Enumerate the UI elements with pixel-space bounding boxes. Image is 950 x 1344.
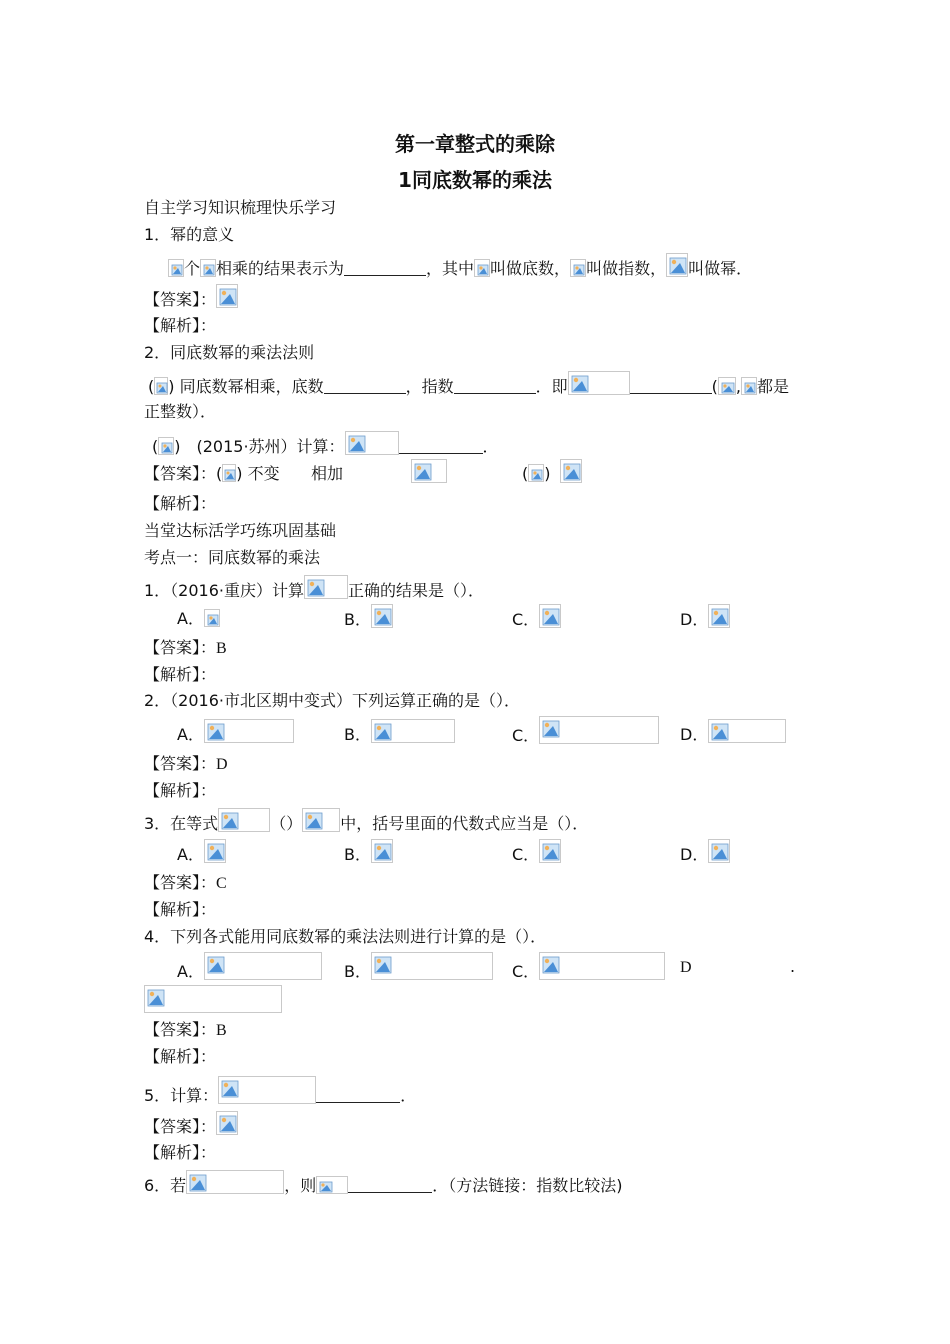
formula-image xyxy=(539,839,561,863)
option-label: B． xyxy=(344,725,371,744)
text: 叫做幂． xyxy=(688,259,753,278)
text: ． xyxy=(400,1086,417,1105)
option-a[interactable] xyxy=(177,719,294,746)
formula-image xyxy=(168,259,184,277)
formula-image xyxy=(718,377,736,395)
formula-image xyxy=(708,719,786,743)
option-label: A． xyxy=(177,845,204,864)
answer-label: 【答案】： xyxy=(144,1117,217,1136)
answer-value: B xyxy=(216,640,227,657)
formula-image xyxy=(204,609,220,627)
text: 【答案】：( xyxy=(144,464,223,483)
text: 叫做指数， xyxy=(586,259,667,278)
formula-image xyxy=(218,1076,316,1104)
section-heading-practice: 当堂达标活学巧练巩固基础 xyxy=(144,521,337,540)
text: ( xyxy=(711,377,718,396)
chapter-title: 第一章整式的乘除 xyxy=(395,132,555,156)
text: ．即 xyxy=(535,377,568,396)
formula-image xyxy=(666,253,688,277)
text: 3．在等式 xyxy=(144,814,219,833)
text: 个 xyxy=(184,259,201,278)
option-label: C． xyxy=(512,726,540,745)
option-c[interactable] xyxy=(512,839,561,866)
answer-fragment xyxy=(411,459,447,486)
analysis-line: 【解析】： xyxy=(144,665,217,684)
text: 6．若 xyxy=(144,1176,187,1195)
answer-line xyxy=(144,872,227,895)
answer-line xyxy=(144,637,227,660)
lesson-title: 1同底数幂的乘法 xyxy=(398,168,552,192)
formula-image xyxy=(154,377,168,395)
option-c[interactable] xyxy=(512,604,561,631)
answer-blank[interactable] xyxy=(630,377,712,394)
answer-line xyxy=(144,1019,227,1042)
text: 都是 xyxy=(756,377,789,396)
section-heading-self-study: 自主学习知识梳理快乐学习 xyxy=(144,198,337,217)
text: ，则 xyxy=(284,1176,317,1195)
formula-image xyxy=(304,575,348,599)
text: ) xyxy=(544,464,551,483)
formula-image xyxy=(539,716,659,744)
question-line xyxy=(144,808,588,835)
option-label: A． xyxy=(177,962,204,981)
question-line xyxy=(144,1076,416,1107)
option-label: A． xyxy=(177,609,204,628)
option-label: D． xyxy=(680,725,709,744)
option-b[interactable] xyxy=(344,952,493,983)
option-label: B． xyxy=(344,845,371,864)
formula-image xyxy=(144,985,282,1013)
answer-blank[interactable] xyxy=(324,377,406,394)
text: 相乘的结果表示为 xyxy=(216,259,345,278)
formula-image xyxy=(222,464,236,482)
question-line xyxy=(144,1170,622,1197)
option-d[interactable] xyxy=(680,956,692,979)
answer-fragment: 相加 xyxy=(311,464,344,483)
option-label: D． xyxy=(680,610,709,629)
option-label: C． xyxy=(512,845,540,864)
formula-image xyxy=(741,377,757,395)
option-label: C． xyxy=(512,610,540,629)
formula-image xyxy=(204,839,226,863)
option-b[interactable] xyxy=(344,839,393,866)
option-label: B． xyxy=(344,610,371,629)
answer-blank[interactable] xyxy=(399,437,483,454)
question-line xyxy=(152,431,499,458)
answer-line xyxy=(144,1111,238,1138)
formula-image xyxy=(560,459,582,483)
formula-image xyxy=(345,431,399,455)
question-line: 正整数）． xyxy=(144,402,217,421)
answer-fragment xyxy=(560,459,582,486)
text: ，指数 xyxy=(405,377,454,396)
formula-image xyxy=(302,808,340,832)
option-d[interactable] xyxy=(680,719,786,746)
answer-value: B xyxy=(216,1022,227,1039)
text: 正确的结果是（）． xyxy=(348,581,485,600)
formula-image xyxy=(708,839,730,863)
formula-image xyxy=(568,371,630,395)
answer-blank[interactable] xyxy=(316,1086,400,1103)
formula-image xyxy=(204,719,294,743)
question-heading: 2．同底数幂的乘法法则 xyxy=(144,343,315,362)
answer-line xyxy=(144,753,228,776)
option-label: A． xyxy=(177,725,204,744)
formula-image xyxy=(539,952,665,980)
question-line: 4．下列各式能用同底数幂的乘法法则进行计算的是（）． xyxy=(144,927,547,946)
option-d-formula xyxy=(144,985,282,1016)
option-d[interactable] xyxy=(680,604,730,631)
option-b[interactable] xyxy=(344,719,455,746)
text: 1．（2016·重庆）计算 xyxy=(144,581,304,600)
formula-image xyxy=(371,604,393,628)
answer-blank[interactable] xyxy=(348,1176,432,1193)
topic-heading: 考点一：同底数幂的乘法 xyxy=(144,548,321,567)
answer-label: 【答案】： xyxy=(144,290,217,309)
answer-value: C xyxy=(216,875,227,892)
formula-image xyxy=(539,604,561,628)
question-heading: 1．幂的意义 xyxy=(144,225,235,244)
question-line: 2．（2016·市北区期中变式）下列运算正确的是（）． xyxy=(144,691,520,710)
option-label: D． xyxy=(680,845,709,864)
option-c[interactable] xyxy=(512,952,665,983)
option-a[interactable] xyxy=(177,839,226,866)
option-label: B． xyxy=(344,962,371,981)
formula-image xyxy=(316,1176,348,1194)
question-line xyxy=(144,575,484,602)
answer-line xyxy=(144,284,238,311)
text: （） xyxy=(270,814,303,833)
formula-image xyxy=(200,259,216,277)
formula-image xyxy=(371,719,455,743)
formula-image xyxy=(474,259,490,277)
answer-value: D xyxy=(216,756,228,773)
formula-image xyxy=(371,952,493,980)
formula-image xyxy=(216,1111,238,1135)
formula-image xyxy=(570,259,586,277)
option-label: C． xyxy=(512,962,540,981)
text: ． xyxy=(482,437,499,456)
answer-line xyxy=(144,463,280,485)
option-a[interactable] xyxy=(177,608,220,630)
text: ) 同底数幂相乘，底数 xyxy=(168,377,324,396)
analysis-line: 【解析】： xyxy=(144,1143,217,1162)
text: 叫做底数， xyxy=(490,259,571,278)
formula-image xyxy=(186,1170,284,1194)
answer-label: 【答案】： xyxy=(144,638,217,657)
answer-fragment xyxy=(522,463,551,485)
formula-image xyxy=(204,952,322,980)
formula-image xyxy=(158,437,174,455)
question-line xyxy=(168,253,752,280)
formula-image xyxy=(216,284,238,308)
formula-image xyxy=(218,808,270,832)
option-label: D xyxy=(680,959,692,976)
option-a[interactable] xyxy=(177,952,322,983)
formula-image xyxy=(708,604,730,628)
formula-image xyxy=(528,464,544,482)
text: ( xyxy=(152,437,159,456)
analysis-line: 【解析】： xyxy=(144,494,217,513)
answer-blank[interactable] xyxy=(454,377,536,394)
text: ) (2015·苏州）计算： xyxy=(174,437,345,456)
answer-label: 【答案】： xyxy=(144,873,217,892)
formula-image xyxy=(371,839,393,863)
text: ．（方法链接：指数比较法) xyxy=(432,1176,623,1195)
text: 5．计算： xyxy=(144,1086,219,1105)
text: 中，括号里面的代数式应当是（）． xyxy=(340,814,589,833)
option-d[interactable] xyxy=(680,839,730,866)
answer-blank[interactable] xyxy=(344,259,426,276)
text: ( xyxy=(148,377,155,396)
option-c[interactable] xyxy=(512,716,659,747)
formula-image xyxy=(411,459,447,483)
answer-label: 【答案】： xyxy=(144,1020,217,1039)
question-line xyxy=(148,371,789,398)
text: . xyxy=(790,957,796,976)
answer-label: 【答案】： xyxy=(144,754,217,773)
text: ) 不变 xyxy=(236,464,280,483)
text: , xyxy=(735,377,741,396)
analysis-line: 【解析】： xyxy=(144,900,217,919)
analysis-line: 【解析】： xyxy=(144,781,217,800)
text: ( xyxy=(522,464,529,483)
analysis-line: 【解析】： xyxy=(144,316,217,335)
option-b[interactable] xyxy=(344,604,393,631)
text: ，其中 xyxy=(426,259,475,278)
analysis-line: 【解析】： xyxy=(144,1047,217,1066)
